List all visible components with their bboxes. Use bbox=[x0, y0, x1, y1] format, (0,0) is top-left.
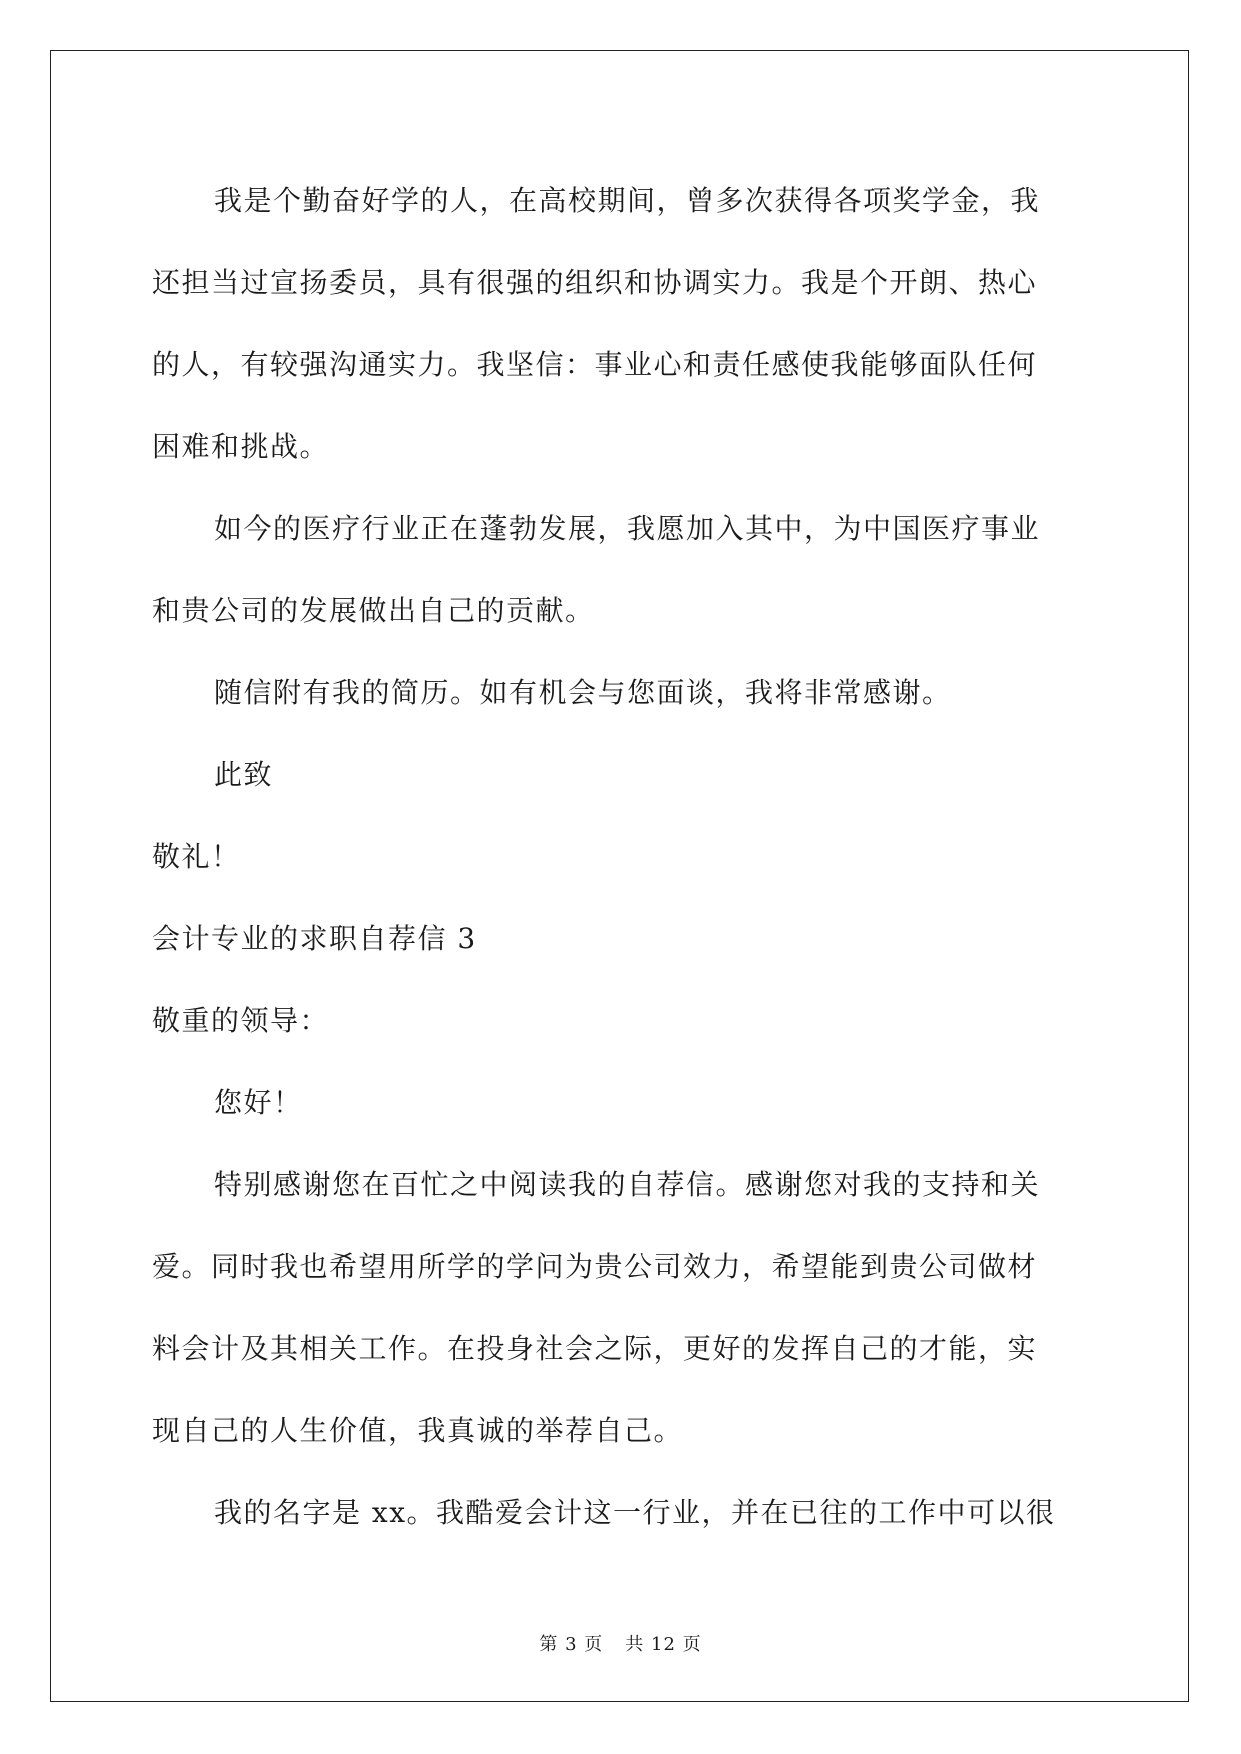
paragraph-line: 的人，有较强沟通实力。我坚信：事业心和责任感使我能够面队任何 bbox=[152, 348, 1038, 381]
paragraph-line: 料会计及其相关工作。在投身社会之际，更好的发挥自己的才能，实 bbox=[152, 1332, 1038, 1365]
page-total: 共 12 页 bbox=[625, 1634, 702, 1655]
greeting-line: 您好！ bbox=[214, 1086, 303, 1119]
page-footer bbox=[0, 1630, 1241, 1656]
paragraph-line: 随信附有我的简历。如有机会与您面谈，我将非常感谢。 bbox=[214, 676, 952, 709]
page-number: 第 3 页 bbox=[539, 1634, 604, 1655]
section-title: 会计专业的求职自荐信 3 bbox=[152, 922, 477, 955]
greeting-recipient: 敬重的领导： bbox=[152, 1004, 330, 1037]
closing-line: 此致 bbox=[214, 758, 274, 791]
paragraph-line: 爱。同时我也希望用所学的学问为贵公司效力，希望能到贵公司做材 bbox=[152, 1250, 1038, 1283]
paragraph-line: 如今的医疗行业正在蓬勃发展，我愿加入其中，为中国医疗事业 bbox=[214, 512, 1041, 545]
paragraph-line: 我是个勤奋好学的人，在高校期间，曾多次获得各项奖学金，我 bbox=[214, 184, 1041, 217]
paragraph-line: 我的名字是 xx。我酷爱会计这一行业，并在已往的工作中可以很 bbox=[214, 1496, 1056, 1529]
paragraph-line: 和贵公司的发展做出自己的贡献。 bbox=[152, 594, 595, 627]
paragraph-line: 困难和挑战。 bbox=[152, 430, 330, 463]
paragraph-line: 特别感谢您在百忙之中阅读我的自荐信。感谢您对我的支持和关 bbox=[214, 1168, 1041, 1201]
paragraph-line: 还担当过宣扬委员，具有很强的组织和协调实力。我是个开朗、热心 bbox=[152, 266, 1038, 299]
salutation-line: 敬礼！ bbox=[152, 840, 241, 873]
document-body bbox=[152, 160, 1087, 1554]
paragraph-line: 现自己的人生价值，我真诚的举荐自己。 bbox=[152, 1414, 684, 1447]
